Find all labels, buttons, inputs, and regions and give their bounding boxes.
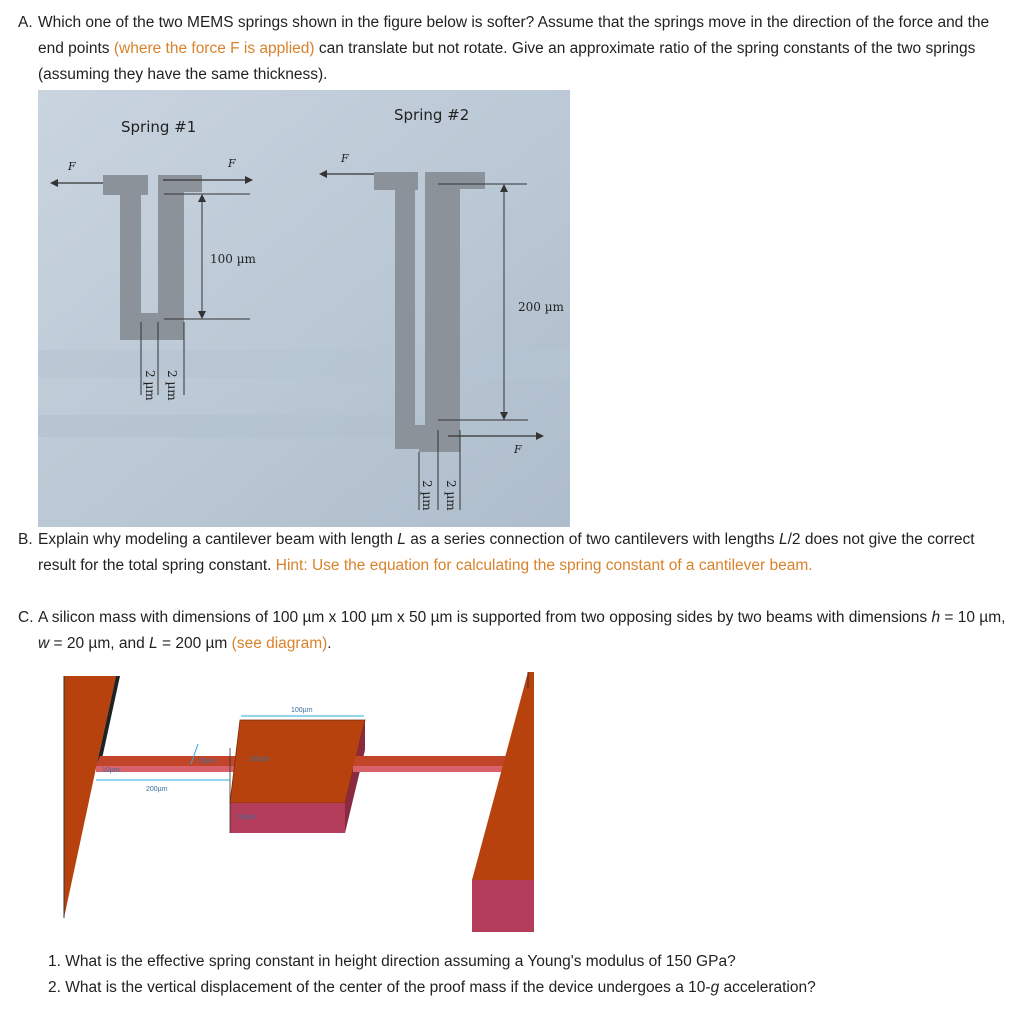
question-b-label: B. xyxy=(18,531,33,548)
question-2-number: 2. xyxy=(48,979,61,996)
right-anchor-base xyxy=(472,880,534,932)
question-c-text-4: = 200 µm xyxy=(157,635,232,652)
question-a-text xyxy=(38,10,1008,88)
question-b-text-2: as a series connection of two cantilevers with lengths xyxy=(405,531,779,548)
question-c-var-h: h xyxy=(931,609,941,626)
spring1-width-label-1: 2 µm xyxy=(143,370,157,401)
question-a-text-1: Which one of the two MEMS springs shown in the figure below is softer? Assume that the springs move in the direction of the force and the end points xyxy=(38,14,990,57)
dim-top-width: 100µm xyxy=(291,707,313,714)
spring2-force-bottom: F xyxy=(514,443,522,456)
spring1-title: Spring #1 xyxy=(121,118,197,136)
question-1-text: What is the effective spring constant in height direction assuming a Young's modulus of 150 GPa? xyxy=(65,953,736,970)
question-c xyxy=(18,605,1008,657)
question-b-text-1: Explain why modeling a cantilever beam with length xyxy=(38,531,398,548)
spring1-force-right: F xyxy=(228,157,236,170)
question-c-text-3: = 20 µm, and xyxy=(49,635,150,652)
question-c-text-2: = 10 µm, xyxy=(940,609,1006,626)
question-b-text-3: /2 does not give the correct result for the total spring constant. xyxy=(38,531,975,574)
dim-beam-width: 20µm xyxy=(198,758,216,765)
spring2-title: Spring #2 xyxy=(394,106,470,124)
dim-beam-height: 10µm xyxy=(102,767,120,774)
dim-beam-length: 200µm xyxy=(146,786,168,793)
left-beam xyxy=(96,756,240,766)
spring2-length-label: 200 µm xyxy=(518,300,564,314)
dim-side-length: 100µm xyxy=(248,756,270,763)
question-c-text xyxy=(38,605,1008,657)
right-anchor xyxy=(472,672,534,880)
question-b-text xyxy=(38,527,1008,579)
question-2-text-1: What is the vertical displacement of the center of the proof mass if the device undergoes a 10- xyxy=(65,979,711,996)
question-a-text-2: can translate but not rotate. Give an approximate ratio of the spring constants of the two springs (assuming they have the same thickness). xyxy=(38,40,976,83)
question-b-var-l2: L xyxy=(778,531,788,548)
question-c-label: C. xyxy=(18,609,34,626)
spring1-length-label: 100 µm xyxy=(210,252,256,266)
see-diagram-link[interactable]: (see diagram) xyxy=(231,635,328,652)
spring2-force-top: F xyxy=(341,152,349,165)
spring2-width-label-1: 2 µm xyxy=(420,480,434,511)
question-c-text-1: A silicon mass with dimensions of 100 µm x 100 µm x 50 µm is supported from two opposing sides by two beams with dimensions xyxy=(38,609,932,626)
question-1 xyxy=(48,949,1008,975)
mass-diagram xyxy=(58,668,542,934)
question-a-highlight: (where the force F is applied) xyxy=(113,40,315,57)
question-2-text xyxy=(65,979,815,996)
question-1-number: 1. xyxy=(48,953,61,970)
question-b xyxy=(18,527,1008,579)
right-beam xyxy=(353,756,508,766)
question-c-var-w: w xyxy=(38,635,50,652)
spring2-width-label-2: 2 µm xyxy=(444,480,458,511)
spring1-width-label-2: 2 µm xyxy=(165,370,179,401)
question-2-text-2: acceleration? xyxy=(719,979,816,996)
question-b-var-l: L xyxy=(397,531,406,548)
photo-background xyxy=(38,90,570,527)
spring1-force-left: F xyxy=(68,160,76,173)
question-2-var-g: g xyxy=(710,979,720,996)
dim-mass-height: 50µm xyxy=(238,814,256,821)
springs-figure xyxy=(38,90,570,527)
question-b-hint: Hint: Use the equation for calculating the spring constant of a cantilever beam. xyxy=(275,557,813,574)
question-a-label: A. xyxy=(18,14,33,31)
question-c-text-5: . xyxy=(327,635,332,652)
question-2 xyxy=(48,975,1008,1001)
question-a xyxy=(18,10,1008,88)
question-c-var-l: L xyxy=(149,635,158,652)
